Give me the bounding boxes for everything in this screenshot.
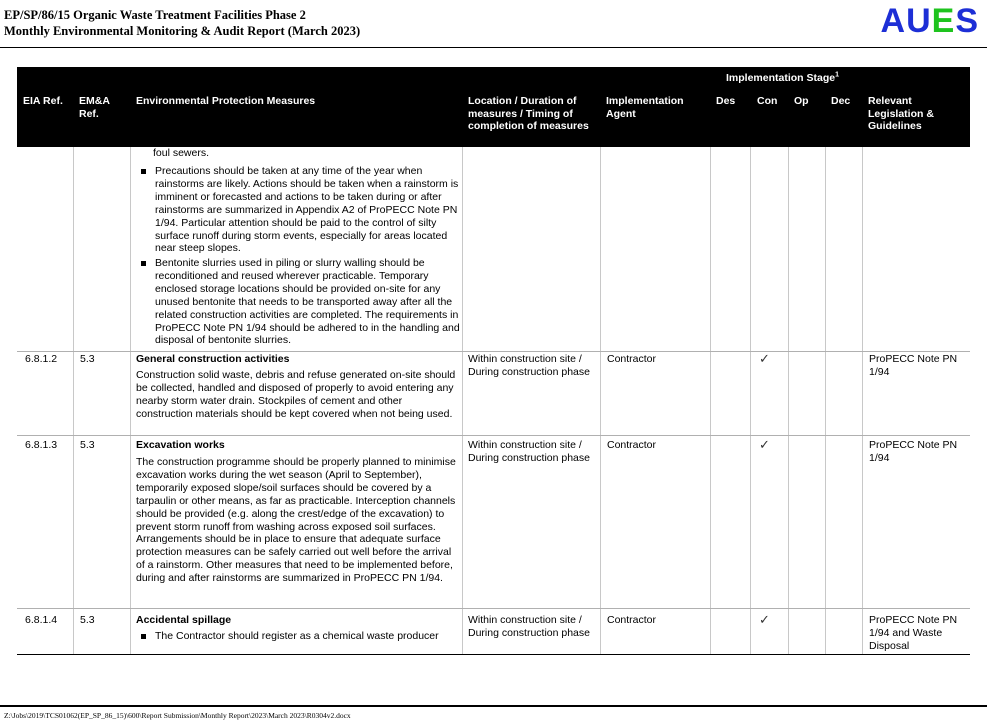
aues-logo: AUES [880,2,979,40]
bullet-icon [141,634,146,639]
check-icon: ✓ [759,612,770,627]
col-divider [788,147,789,655]
col-eia-ref: EIA Ref. [23,95,63,107]
row-agent: Contractor [607,353,657,365]
row-location: Within construction site / During construction phase [468,614,590,639]
continued-text: foul sewers. [153,147,210,159]
row-title: Accidental spillage [136,614,232,626]
col-dec: Dec [831,95,851,107]
footer-rule [0,705,987,707]
file-path: Z:\Jobs\2019\TCS01062(EP_SP_86_15)\600\Report Submission\Monthly Report\2023\March 2023\R0304v2.docx [4,711,351,720]
row-bullet: The Contractor should register as a chemical waste producer [139,630,469,643]
row-location: Within construction site / During construction phase [468,439,590,464]
bullet-icon [141,169,146,174]
col-divider [73,147,74,655]
col-divider [600,147,601,655]
col-con: Con [757,95,778,107]
continued-bullet: Precautions should be taken at any time of the year when rainstorms are likely. Actions should be taken when a rainstorm is imminent or forecasted and actions to be taken during or after rainstorms are summarized in Appendix A2 of ProPECC Note PN 1/94. Particular attention should be paid to the control of silty surface runoff during storm events, especially for areas located near steep slopes. [139,165,469,255]
report-header [4,7,360,39]
row-eia-ref: 6.8.1.3 [25,439,58,451]
col-measures: Environmental Protection Measures [136,95,316,107]
col-op: Op [794,95,809,107]
col-location: Location / Duration of measures / Timing of completion of measures [468,95,589,132]
row-divider [17,608,970,609]
row-title: General construction activities [136,353,290,365]
table-bottom-rule [17,654,970,655]
row-emna-ref: 5.3 [80,353,95,365]
col-legislation: Relevant Legislation & Guidelines [868,95,934,132]
row-body: The construction programme should be properly planned to minimise excavation works during the wet season (April to September), temporarily exposed slope/soil surfaces should be covered by a tarpaulin or other means, as far as practicable. Interception channels should be provided (e.g. along the crest/edge of the excavation) to prevent storm runoff from washing across exposed soil surfaces. Arrangements should be in place to ensure that adequate surface protection measures can be safely carried out well before the arrival of a rainstorm. Other measures that need to be implemented before, during and after rainstorms are summarized in ProPECC PN 1/94. [136,456,456,585]
col-divider [825,147,826,655]
col-implementation-stage: Implementation Stage$^1$ [726,71,840,84]
row-legislation: ProPECC Note PN 1/94 [869,439,958,464]
col-emna-ref: EM&A Ref. [79,95,110,120]
header-rule [0,47,987,48]
row-legislation: ProPECC Note PN 1/94 [869,353,958,378]
row-location: Within construction site / During construction phase [468,353,590,378]
row-divider [17,435,970,436]
row-body: Construction solid waste, debris and refuse generated on-site should be collected, handled and disposed of properly to avoid entering any nearby storm water drain. Stockpiles of cement and other construction materials should be kept covered when not being used. [136,369,456,420]
check-icon: ✓ [759,437,770,452]
row-divider [17,351,970,352]
col-divider [862,147,863,655]
implementation-table [17,67,970,655]
bullet-icon [141,261,146,266]
row-emna-ref: 5.3 [80,614,95,626]
report-title-line1: EP/SP/86/15 Organic Waste Treatment Facilities Phase 2 [4,8,306,22]
row-eia-ref: 6.8.1.2 [25,353,58,365]
col-divider [130,147,131,655]
col-divider [750,147,751,655]
row-agent: Contractor [607,439,657,451]
continued-bullet: Bentonite slurries used in piling or slurry walling should be reconditioned and reused wherever practicable. Temporary enclosed storage locations should be provided on-site for any unused bentonite that needs to be transported away after all the related construction activities are completed. The requirements in ProPECC Note PN 1/94 should be adhered to in the handling and disposal of bentonite slurries. [139,257,469,347]
row-eia-ref: 6.8.1.4 [25,614,58,626]
row-agent: Contractor [607,614,657,626]
col-divider [710,147,711,655]
check-icon: ✓ [759,351,770,366]
table-header [17,67,970,147]
row-emna-ref: 5.3 [80,439,95,451]
row-title: Excavation works [136,439,225,451]
col-agent: Implementation Agent [606,95,684,120]
report-title-line2: Monthly Environmental Monitoring & Audit Report (March 2023) [4,24,361,38]
row-legislation: ProPECC Note PN 1/94 and Waste Disposal [869,614,958,652]
col-des: Des [716,95,736,107]
